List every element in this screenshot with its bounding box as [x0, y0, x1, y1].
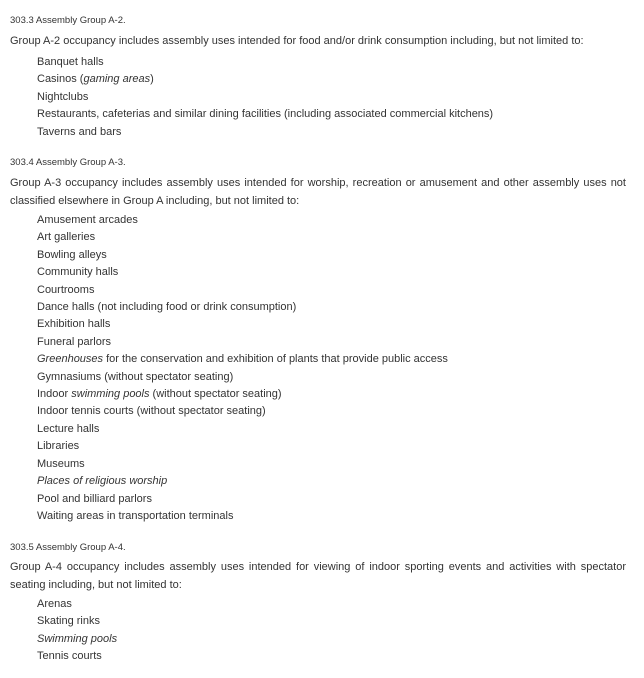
list-item [37, 89, 493, 106]
list-item-text: Places of religious worship [37, 475, 168, 488]
list-item-text: (without spectator seating) [149, 388, 282, 401]
section-text-a4: Group A-4 occupancy includes assembly uses intended for viewing of indoor sporting events and activities with spectator seating including, but not limited to: [10, 561, 626, 591]
list-item [37, 403, 448, 420]
list-item-text: Casinos ( [37, 73, 84, 86]
list-item-text: swimming pools [71, 388, 150, 401]
list-item [37, 282, 448, 299]
list-item [37, 124, 493, 141]
section-heading-a2: 303.3 Assembly Group A-2. [10, 15, 126, 26]
list-item-text: Dance halls (not including food or drink consumption) [37, 301, 297, 314]
list-item [37, 229, 448, 246]
list-item [37, 491, 448, 508]
list-item-text: for the conservation and exhibition of plants that provide public access [103, 353, 448, 366]
list-item [37, 264, 448, 281]
list-item-text: Bowling alleys [37, 248, 107, 261]
list-item [37, 473, 448, 490]
list-item-text: Indoor tennis courts (without spectator seating) [37, 405, 266, 418]
list-item [37, 386, 448, 403]
list-item [37, 212, 448, 229]
list-item [37, 648, 117, 665]
list-item-text: Tennis courts [37, 650, 102, 663]
list-item-text: Restaurants, cafeterias and similar dining facilities (including associated commercial kitchens) [37, 108, 494, 121]
list-item [37, 316, 448, 333]
list-item [37, 596, 117, 613]
list-item-text: Funeral parlors [37, 335, 111, 348]
list-item-text: Gymnasiums (without spectator seating) [37, 370, 234, 383]
list-item [37, 631, 117, 648]
list-item-text: Swimming pools [37, 632, 118, 645]
list-item-text: Taverns and bars [37, 125, 122, 138]
list-item [37, 456, 448, 473]
list-item-text: Community halls [37, 266, 119, 279]
list-item-text: Indoor [37, 388, 72, 401]
list-item-text: Courtrooms [37, 283, 95, 296]
list-item [37, 299, 448, 316]
list-item-text: Banquet halls [37, 56, 104, 68]
section-heading-a3: 303.4 Assembly Group A-3. [10, 157, 126, 168]
list-item [37, 421, 448, 438]
list-item-text: Waiting areas in transportation terminals [37, 509, 234, 522]
list-item-text: Arenas [37, 598, 72, 610]
list-item-text: Art galleries [37, 231, 96, 244]
list-item [37, 438, 448, 455]
occupancy-list-a2 [37, 54, 493, 141]
occupancy-list-a4 [37, 596, 117, 666]
list-item [37, 71, 493, 88]
list-item-text: Exhibition halls [37, 318, 111, 331]
list-item [37, 351, 448, 368]
list-item [37, 369, 448, 386]
list-item [37, 613, 117, 630]
list-item-text: Pool and billiard parlors [37, 492, 152, 505]
list-item-text: Libraries [37, 440, 80, 453]
list-item [37, 508, 448, 525]
list-item [37, 106, 493, 123]
list-item-text: Museums [37, 457, 85, 470]
section-heading-a4: 303.5 Assembly Group A-4. [10, 542, 126, 553]
list-item-text: Nightclubs [37, 90, 89, 103]
list-item [37, 54, 493, 71]
list-item-text: Lecture halls [37, 422, 100, 435]
list-item-text: gaming areas [83, 73, 151, 86]
section-text-a3: Group A-3 occupancy includes assembly uses intended for worship, recreation or amusement and other assembly uses not classified elsewhere in Group A including, but not limited to: [10, 177, 626, 207]
list-item-text: ) [150, 73, 154, 86]
list-item-text: Amusement arcades [37, 214, 138, 226]
section-text-a2: Group A-2 occupancy includes assembly uses intended for food and/or drink consumption including, but not limited to: [10, 35, 584, 47]
list-item-text: Greenhouses [37, 353, 104, 366]
list-item [37, 247, 448, 264]
list-item-text: Skating rinks [37, 615, 100, 628]
list-item [37, 334, 448, 351]
occupancy-list-a3 [37, 212, 448, 525]
